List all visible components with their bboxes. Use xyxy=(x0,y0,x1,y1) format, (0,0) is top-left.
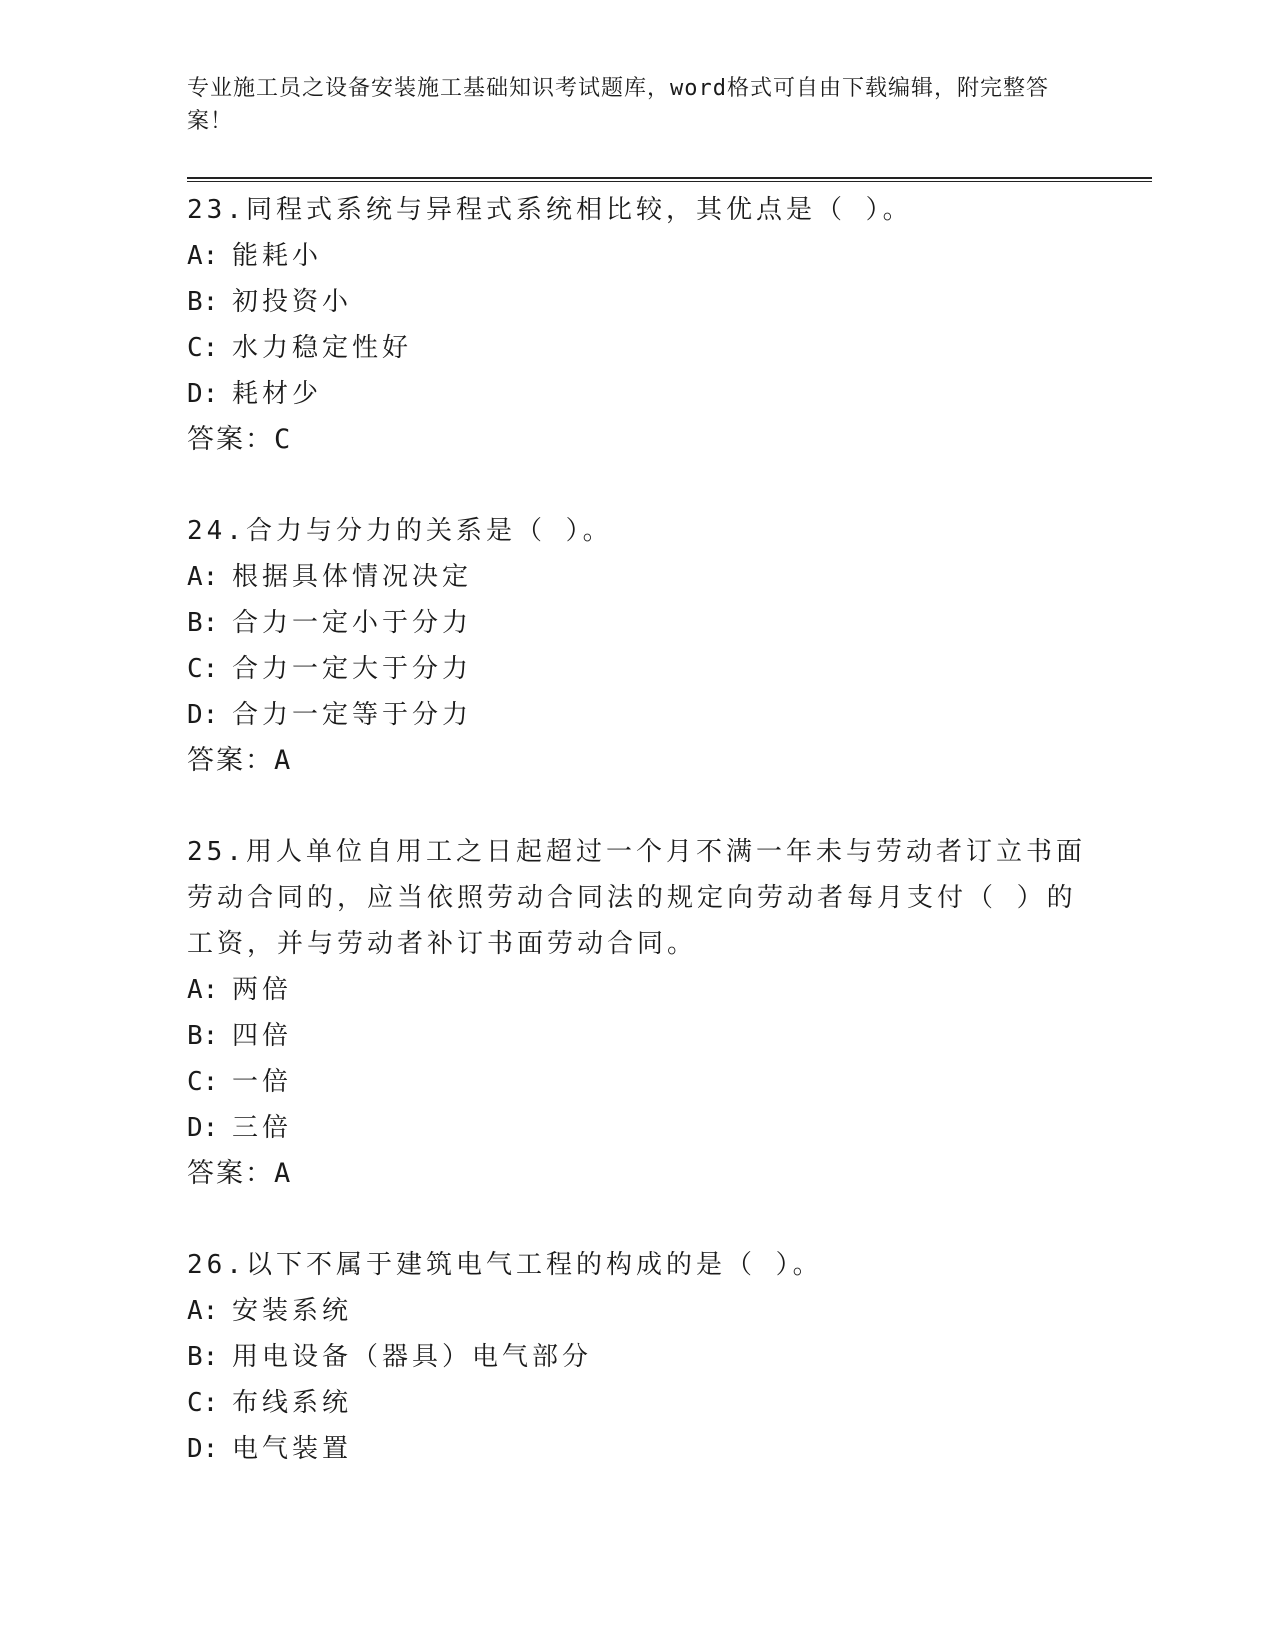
option-c xyxy=(187,325,1087,371)
option-key: B: xyxy=(187,1021,219,1051)
option-a xyxy=(187,554,1087,600)
option-key: B: xyxy=(187,1342,219,1372)
option-key: D: xyxy=(187,700,219,730)
option-key: D: xyxy=(187,1113,219,1143)
option-key: C: xyxy=(187,333,219,363)
option-c xyxy=(187,646,1087,692)
option-d xyxy=(187,371,1087,417)
option-key: A: xyxy=(187,562,219,592)
option-key: C: xyxy=(187,654,219,684)
option-d xyxy=(187,692,1087,738)
option-a xyxy=(187,967,1087,1013)
option-text: 耗材少 xyxy=(232,379,323,409)
option-text: 布线系统 xyxy=(232,1388,353,1418)
answer: 答案：C xyxy=(187,424,293,455)
option-text: 一倍 xyxy=(232,1067,293,1097)
option-text: 能耗小 xyxy=(232,241,323,271)
option-text: 四倍 xyxy=(232,1021,293,1051)
option-text: 根据具体情况决定 xyxy=(232,562,473,592)
option-key: A: xyxy=(187,241,219,271)
option-key: D: xyxy=(187,1434,219,1464)
option-text: 电气装置 xyxy=(232,1434,353,1464)
option-d xyxy=(187,1105,1087,1151)
option-b xyxy=(187,1013,1087,1059)
option-c xyxy=(187,1059,1087,1105)
option-key: D: xyxy=(187,379,219,409)
answer: 答案：A xyxy=(187,1158,293,1189)
option-key: B: xyxy=(187,287,219,317)
option-a xyxy=(187,1288,1087,1334)
question-stem: 23.同程式系统与异程式系统相比较，其优点是（ ）。 xyxy=(187,195,913,225)
option-key: B: xyxy=(187,608,219,638)
option-d xyxy=(187,1426,1087,1472)
option-text: 合力一定大于分力 xyxy=(232,654,473,684)
option-key: C: xyxy=(187,1388,219,1418)
option-key: A: xyxy=(187,975,219,1005)
question-stem: 25.用人单位自用工之日起超过一个月不满一年未与劳动者订立书面劳动合同的，应当依照劳动合同法的规定向劳动者每月支付（ ）的工资，并与劳动者补订书面劳动合同。 xyxy=(187,837,1086,959)
option-key: C: xyxy=(187,1067,219,1097)
option-b xyxy=(187,600,1087,646)
option-text: 两倍 xyxy=(232,975,293,1005)
question-stem: 24.合力与分力的关系是（ ）。 xyxy=(187,516,613,546)
option-text: 合力一定等于分力 xyxy=(232,700,473,730)
question-stem: 26.以下不属于建筑电气工程的构成的是（ ）。 xyxy=(187,1250,823,1280)
question-23 xyxy=(187,187,1087,463)
option-text: 安装系统 xyxy=(232,1296,353,1326)
option-text: 合力一定小于分力 xyxy=(232,608,473,638)
option-text: 初投资小 xyxy=(232,287,353,317)
question-list xyxy=(187,187,1087,1517)
option-b xyxy=(187,1334,1087,1380)
option-text: 用电设备（器具）电气部分 xyxy=(232,1342,593,1372)
option-key: A: xyxy=(187,1296,219,1326)
option-text: 三倍 xyxy=(232,1113,293,1143)
question-24 xyxy=(187,508,1087,784)
document-header: 专业施工员之设备安装施工基础知识考试题库，word格式可自由下载编辑，附完整答案！ xyxy=(187,76,1049,134)
option-c xyxy=(187,1380,1087,1426)
option-b xyxy=(187,279,1087,325)
header-divider xyxy=(187,177,1152,182)
question-26 xyxy=(187,1242,1087,1472)
question-25 xyxy=(187,829,1087,1197)
answer: 答案：A xyxy=(187,745,293,776)
option-text: 水力稳定性好 xyxy=(232,333,413,363)
option-a xyxy=(187,233,1087,279)
